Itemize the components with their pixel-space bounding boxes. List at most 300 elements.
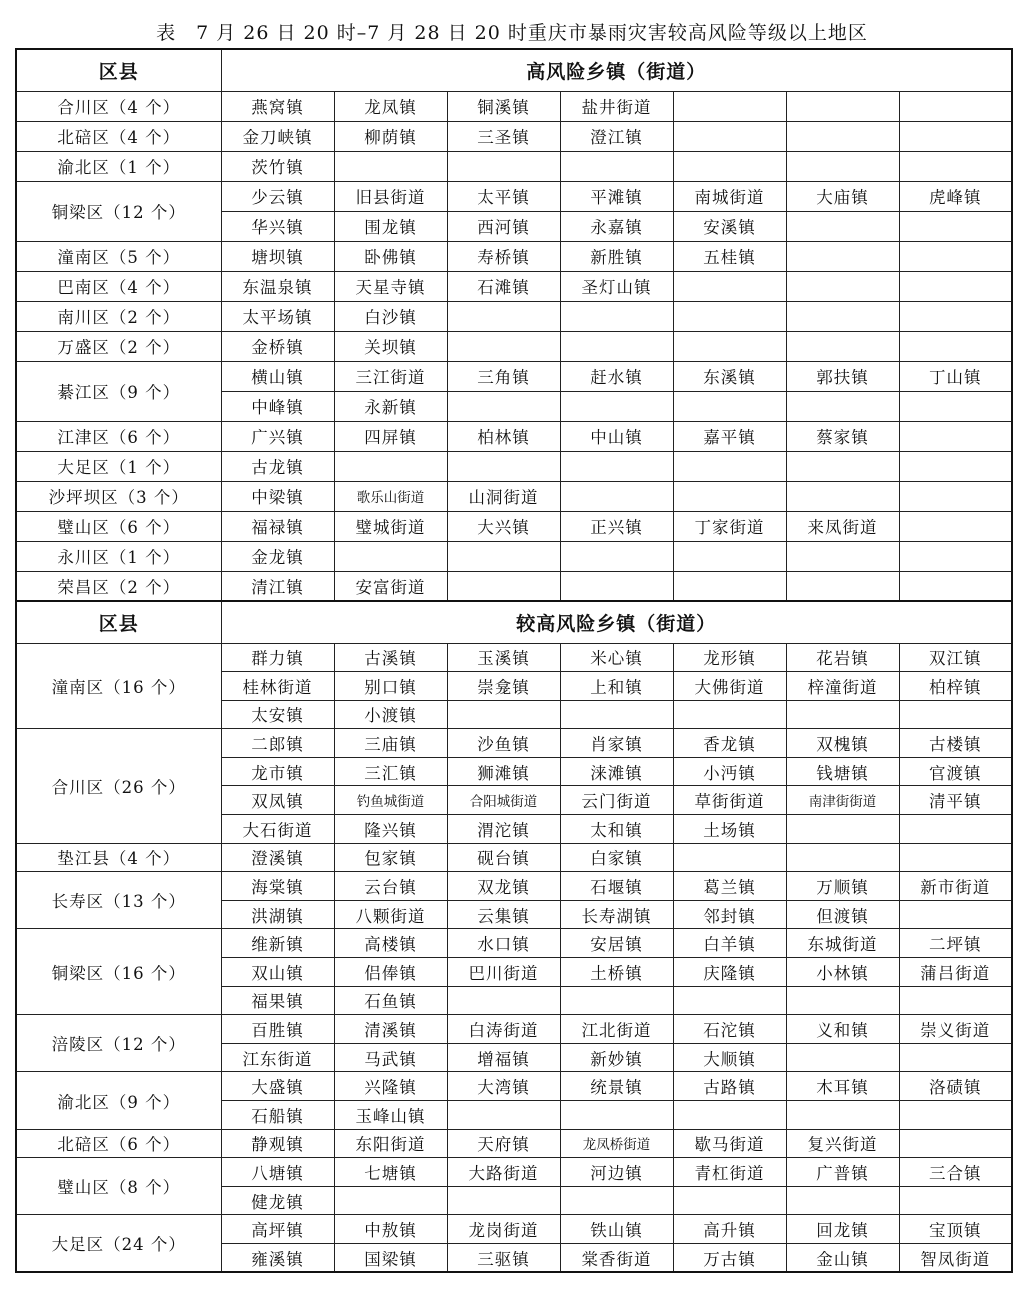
town-cell: 土场镇 xyxy=(673,815,786,844)
empty-cell xyxy=(899,301,1012,331)
town-cell: 蒲吕街道 xyxy=(899,958,1012,987)
town-cell: 棠香街道 xyxy=(560,1243,673,1272)
empty-cell xyxy=(673,121,786,151)
district-header: 区县 xyxy=(16,49,221,91)
empty-cell xyxy=(786,451,899,481)
town-cell: 玉峰山镇 xyxy=(334,1101,447,1130)
empty-cell xyxy=(786,700,899,729)
table-row xyxy=(16,541,1012,571)
town-cell: 璧城街道 xyxy=(334,511,447,541)
town-cell: 古龙镇 xyxy=(221,451,334,481)
table-row xyxy=(16,511,1012,541)
town-cell: 河边镇 xyxy=(560,1158,673,1187)
empty-cell xyxy=(786,1186,899,1215)
table-row xyxy=(16,181,1012,211)
town-cell: 万顺镇 xyxy=(786,872,899,901)
town-cell: 福禄镇 xyxy=(221,511,334,541)
empty-cell xyxy=(447,986,560,1015)
town-cell: 香龙镇 xyxy=(673,729,786,758)
town-cell: 三合镇 xyxy=(899,1158,1012,1187)
table-row xyxy=(16,571,1012,601)
empty-cell xyxy=(786,301,899,331)
empty-cell xyxy=(447,151,560,181)
empty-cell xyxy=(786,331,899,361)
empty-cell xyxy=(899,815,1012,844)
town-cell: 水口镇 xyxy=(447,929,560,958)
town-cell: 包家镇 xyxy=(334,843,447,872)
empty-cell xyxy=(673,91,786,121)
empty-cell xyxy=(673,843,786,872)
town-cell: 巴川街道 xyxy=(447,958,560,987)
empty-cell xyxy=(899,843,1012,872)
empty-cell xyxy=(899,541,1012,571)
district-cell: 长寿区（13 个） xyxy=(16,872,221,929)
town-cell: 白涛街道 xyxy=(447,1015,560,1044)
town-cell: 江北街道 xyxy=(560,1015,673,1044)
town-cell: 邻封镇 xyxy=(673,900,786,929)
town-cell: 龙市镇 xyxy=(221,757,334,786)
district-cell: 万盛区（2 个） xyxy=(16,331,221,361)
town-cell: 澄溪镇 xyxy=(221,843,334,872)
town-cell: 回龙镇 xyxy=(786,1215,899,1244)
district-cell: 潼南区（16 个） xyxy=(16,643,221,729)
town-cell: 新市街道 xyxy=(899,872,1012,901)
town-cell: 国梁镇 xyxy=(334,1243,447,1272)
table-row xyxy=(16,481,1012,511)
empty-cell xyxy=(560,391,673,421)
town-cell: 横山镇 xyxy=(221,361,334,391)
district-cell: 璧山区（8 个） xyxy=(16,1158,221,1215)
town-cell: 长寿湖镇 xyxy=(560,900,673,929)
town-cell: 涞滩镇 xyxy=(560,757,673,786)
town-cell: 西河镇 xyxy=(447,211,560,241)
town-cell: 中山镇 xyxy=(560,421,673,451)
town-cell: 清溪镇 xyxy=(334,1015,447,1044)
empty-cell xyxy=(447,700,560,729)
empty-cell xyxy=(786,815,899,844)
empty-cell xyxy=(673,541,786,571)
town-cell: 统景镇 xyxy=(560,1072,673,1101)
empty-cell xyxy=(447,451,560,481)
empty-cell xyxy=(899,421,1012,451)
town-cell: 正兴镇 xyxy=(560,511,673,541)
table-row xyxy=(16,1129,1012,1158)
town-cell: 金桥镇 xyxy=(221,331,334,361)
town-cell: 增福镇 xyxy=(447,1043,560,1072)
table-row xyxy=(16,121,1012,151)
town-cell: 福果镇 xyxy=(221,986,334,1015)
district-cell: 巴南区（4 个） xyxy=(16,271,221,301)
table-row xyxy=(16,929,1012,958)
town-cell: 太和镇 xyxy=(560,815,673,844)
town-cell: 三汇镇 xyxy=(334,757,447,786)
risk-table xyxy=(15,48,1013,1273)
town-cell: 葛兰镇 xyxy=(673,872,786,901)
empty-cell xyxy=(899,1043,1012,1072)
empty-cell xyxy=(899,1129,1012,1158)
town-cell: 静观镇 xyxy=(221,1129,334,1158)
town-cell: 别口镇 xyxy=(334,672,447,701)
town-cell: 梓潼街道 xyxy=(786,672,899,701)
town-cell: 柏林镇 xyxy=(447,421,560,451)
empty-cell xyxy=(334,1186,447,1215)
empty-cell xyxy=(673,391,786,421)
town-cell: 来凤街道 xyxy=(786,511,899,541)
empty-cell xyxy=(673,700,786,729)
town-cell: 高升镇 xyxy=(673,1215,786,1244)
town-cell: 二坪镇 xyxy=(899,929,1012,958)
town-cell: 双槐镇 xyxy=(786,729,899,758)
district-cell: 荣昌区（2 个） xyxy=(16,571,221,601)
empty-cell xyxy=(899,241,1012,271)
town-cell: 云集镇 xyxy=(447,900,560,929)
table-row xyxy=(16,643,1012,672)
empty-cell xyxy=(786,241,899,271)
table-row xyxy=(16,1158,1012,1187)
empty-cell xyxy=(899,211,1012,241)
town-cell: 太平镇 xyxy=(447,181,560,211)
town-cell: 少云镇 xyxy=(221,181,334,211)
town-cell: 宝顶镇 xyxy=(899,1215,1012,1244)
town-cell: 雍溪镇 xyxy=(221,1243,334,1272)
town-cell: 石鱼镇 xyxy=(334,986,447,1015)
town-cell: 歌乐山街道 xyxy=(334,481,447,511)
table-row xyxy=(16,151,1012,181)
empty-cell xyxy=(447,1101,560,1130)
town-cell: 云门街道 xyxy=(560,786,673,815)
town-cell: 东城街道 xyxy=(786,929,899,958)
town-cell: 玉溪镇 xyxy=(447,643,560,672)
district-cell: 潼南区（5 个） xyxy=(16,241,221,271)
table-row xyxy=(16,451,1012,481)
town-cell: 华兴镇 xyxy=(221,211,334,241)
town-cell: 五桂镇 xyxy=(673,241,786,271)
towns-header: 较高风险乡镇（街道） xyxy=(221,601,1012,643)
town-cell: 健龙镇 xyxy=(221,1186,334,1215)
town-cell: 隆兴镇 xyxy=(334,815,447,844)
town-cell: 洛碛镇 xyxy=(899,1072,1012,1101)
table-row xyxy=(16,872,1012,901)
empty-cell xyxy=(899,511,1012,541)
empty-cell xyxy=(786,151,899,181)
town-cell: 嘉平镇 xyxy=(673,421,786,451)
town-cell: 渭沱镇 xyxy=(447,815,560,844)
town-cell: 中敖镇 xyxy=(334,1215,447,1244)
town-cell: 柳荫镇 xyxy=(334,121,447,151)
town-cell: 旧县街道 xyxy=(334,181,447,211)
town-cell: 四屏镇 xyxy=(334,421,447,451)
town-cell: 义和镇 xyxy=(786,1015,899,1044)
town-cell: 崇义街道 xyxy=(899,1015,1012,1044)
table-row xyxy=(16,1015,1012,1044)
empty-cell xyxy=(786,211,899,241)
town-cell: 砚台镇 xyxy=(447,843,560,872)
town-cell: 三角镇 xyxy=(447,361,560,391)
town-cell: 丁山镇 xyxy=(899,361,1012,391)
table-row xyxy=(16,301,1012,331)
town-cell: 永新镇 xyxy=(334,391,447,421)
empty-cell xyxy=(786,1101,899,1130)
document-title: 表 7 月 26 日 20 时–7 月 28 日 20 时重庆市暴雨灾害较高风险等级以上地区 xyxy=(156,22,868,44)
town-cell: 金山镇 xyxy=(786,1243,899,1272)
town-cell: 草街街道 xyxy=(673,786,786,815)
table-row xyxy=(16,331,1012,361)
empty-cell xyxy=(560,541,673,571)
town-cell: 古路镇 xyxy=(673,1072,786,1101)
empty-cell xyxy=(334,151,447,181)
town-cell: 木耳镇 xyxy=(786,1072,899,1101)
town-cell: 关坝镇 xyxy=(334,331,447,361)
town-cell: 石滩镇 xyxy=(447,271,560,301)
town-cell: 桂林街道 xyxy=(221,672,334,701)
town-cell: 东温泉镇 xyxy=(221,271,334,301)
empty-cell xyxy=(673,271,786,301)
district-cell: 铜梁区（16 个） xyxy=(16,929,221,1015)
town-cell: 大兴镇 xyxy=(447,511,560,541)
towns-header: 高风险乡镇（街道） xyxy=(221,49,1012,91)
empty-cell xyxy=(899,700,1012,729)
empty-cell xyxy=(899,151,1012,181)
town-cell: 清江镇 xyxy=(221,571,334,601)
district-cell: 大足区（24 个） xyxy=(16,1215,221,1272)
empty-cell xyxy=(786,91,899,121)
town-cell: 中峰镇 xyxy=(221,391,334,421)
empty-cell xyxy=(899,1186,1012,1215)
district-cell: 南川区（2 个） xyxy=(16,301,221,331)
town-cell: 小林镇 xyxy=(786,958,899,987)
empty-cell xyxy=(447,1186,560,1215)
table-row xyxy=(16,271,1012,301)
town-cell: 马武镇 xyxy=(334,1043,447,1072)
empty-cell xyxy=(786,986,899,1015)
empty-cell xyxy=(560,451,673,481)
town-cell: 崇龛镇 xyxy=(447,672,560,701)
town-cell: 石船镇 xyxy=(221,1101,334,1130)
town-cell: 大庙镇 xyxy=(786,181,899,211)
town-cell: 大湾镇 xyxy=(447,1072,560,1101)
town-cell: 双山镇 xyxy=(221,958,334,987)
town-cell: 三圣镇 xyxy=(447,121,560,151)
town-cell: 石堰镇 xyxy=(560,872,673,901)
district-cell: 綦江区（9 个） xyxy=(16,361,221,421)
district-cell: 江津区（6 个） xyxy=(16,421,221,451)
empty-cell xyxy=(673,986,786,1015)
town-cell: 洪湖镇 xyxy=(221,900,334,929)
town-cell: 围龙镇 xyxy=(334,211,447,241)
town-cell: 花岩镇 xyxy=(786,643,899,672)
empty-cell xyxy=(899,91,1012,121)
empty-cell xyxy=(899,331,1012,361)
empty-cell xyxy=(786,121,899,151)
empty-cell xyxy=(899,1101,1012,1130)
town-cell: 塘坝镇 xyxy=(221,241,334,271)
town-cell: 百胜镇 xyxy=(221,1015,334,1044)
town-cell: 土桥镇 xyxy=(560,958,673,987)
town-cell: 青杠街道 xyxy=(673,1158,786,1187)
town-cell: 白家镇 xyxy=(560,843,673,872)
empty-cell xyxy=(673,1186,786,1215)
town-cell: 白羊镇 xyxy=(673,929,786,958)
town-cell: 金刀峡镇 xyxy=(221,121,334,151)
empty-cell xyxy=(673,331,786,361)
empty-cell xyxy=(899,986,1012,1015)
town-cell: 官渡镇 xyxy=(899,757,1012,786)
town-cell: 歇马街道 xyxy=(673,1129,786,1158)
town-cell: 小渡镇 xyxy=(334,700,447,729)
town-cell: 狮滩镇 xyxy=(447,757,560,786)
empty-cell xyxy=(673,451,786,481)
town-cell: 古楼镇 xyxy=(899,729,1012,758)
town-cell: 大路街道 xyxy=(447,1158,560,1187)
town-cell: 智凤街道 xyxy=(899,1243,1012,1272)
table-row xyxy=(16,421,1012,451)
district-cell: 大足区（1 个） xyxy=(16,451,221,481)
town-cell: 赶水镇 xyxy=(560,361,673,391)
town-cell: 石沱镇 xyxy=(673,1015,786,1044)
town-cell: 盐井街道 xyxy=(560,91,673,121)
district-cell: 合川区（4 个） xyxy=(16,91,221,121)
town-cell: 三江街道 xyxy=(334,361,447,391)
empty-cell xyxy=(786,1043,899,1072)
empty-cell xyxy=(673,301,786,331)
town-cell: 中梁镇 xyxy=(221,481,334,511)
town-cell: 清平镇 xyxy=(899,786,1012,815)
district-cell: 沙坪坝区（3 个） xyxy=(16,481,221,511)
empty-cell xyxy=(560,301,673,331)
district-cell: 渝北区（9 个） xyxy=(16,1072,221,1129)
empty-cell xyxy=(786,571,899,601)
empty-cell xyxy=(560,700,673,729)
district-cell: 北碚区（4 个） xyxy=(16,121,221,151)
empty-cell xyxy=(899,900,1012,929)
empty-cell xyxy=(447,331,560,361)
town-cell: 但渡镇 xyxy=(786,900,899,929)
empty-cell xyxy=(899,121,1012,151)
town-cell: 钱塘镇 xyxy=(786,757,899,786)
town-cell: 山洞街道 xyxy=(447,481,560,511)
town-cell: 侣俸镇 xyxy=(334,958,447,987)
town-cell: 群力镇 xyxy=(221,643,334,672)
empty-cell xyxy=(560,571,673,601)
town-cell: 龙凤桥街道 xyxy=(560,1129,673,1158)
table-row xyxy=(16,843,1012,872)
empty-cell xyxy=(786,271,899,301)
district-cell: 渝北区（1 个） xyxy=(16,151,221,181)
town-cell: 钓鱼城街道 xyxy=(334,786,447,815)
town-cell: 沙鱼镇 xyxy=(447,729,560,758)
town-cell: 大佛街道 xyxy=(673,672,786,701)
town-cell: 安居镇 xyxy=(560,929,673,958)
town-cell: 东溪镇 xyxy=(673,361,786,391)
town-cell: 丁家街道 xyxy=(673,511,786,541)
town-cell: 龙岗街道 xyxy=(447,1215,560,1244)
empty-cell xyxy=(447,541,560,571)
town-cell: 白沙镇 xyxy=(334,301,447,331)
town-cell: 大盛镇 xyxy=(221,1072,334,1101)
empty-cell xyxy=(560,1101,673,1130)
town-cell: 安溪镇 xyxy=(673,211,786,241)
town-cell: 龙形镇 xyxy=(673,643,786,672)
district-cell: 永川区（1 个） xyxy=(16,541,221,571)
empty-cell xyxy=(447,571,560,601)
table-row xyxy=(16,241,1012,271)
empty-cell xyxy=(334,451,447,481)
town-cell: 天府镇 xyxy=(447,1129,560,1158)
town-cell: 广普镇 xyxy=(786,1158,899,1187)
town-cell: 维新镇 xyxy=(221,929,334,958)
empty-cell xyxy=(560,331,673,361)
town-cell: 圣灯山镇 xyxy=(560,271,673,301)
town-cell: 铁山镇 xyxy=(560,1215,673,1244)
town-cell: 高坪镇 xyxy=(221,1215,334,1244)
town-cell: 海棠镇 xyxy=(221,872,334,901)
town-cell: 郭扶镇 xyxy=(786,361,899,391)
town-cell: 兴隆镇 xyxy=(334,1072,447,1101)
town-cell: 上和镇 xyxy=(560,672,673,701)
town-cell: 虎峰镇 xyxy=(899,181,1012,211)
town-cell: 三庙镇 xyxy=(334,729,447,758)
town-cell: 庆隆镇 xyxy=(673,958,786,987)
empty-cell xyxy=(560,986,673,1015)
town-cell: 南城街道 xyxy=(673,181,786,211)
town-cell: 云台镇 xyxy=(334,872,447,901)
town-cell: 天星寺镇 xyxy=(334,271,447,301)
town-cell: 大石街道 xyxy=(221,815,334,844)
town-cell: 合阳城街道 xyxy=(447,786,560,815)
district-cell: 合川区（26 个） xyxy=(16,729,221,843)
empty-cell xyxy=(560,481,673,511)
empty-cell xyxy=(899,271,1012,301)
empty-cell xyxy=(786,843,899,872)
town-cell: 永嘉镇 xyxy=(560,211,673,241)
town-cell: 小沔镇 xyxy=(673,757,786,786)
empty-cell xyxy=(673,151,786,181)
town-cell: 高楼镇 xyxy=(334,929,447,958)
town-cell: 南津街街道 xyxy=(786,786,899,815)
town-cell: 三驱镇 xyxy=(447,1243,560,1272)
district-header: 区县 xyxy=(16,601,221,643)
town-cell: 铜溪镇 xyxy=(447,91,560,121)
empty-cell xyxy=(334,541,447,571)
town-cell: 肖家镇 xyxy=(560,729,673,758)
town-cell: 大顺镇 xyxy=(673,1043,786,1072)
empty-cell xyxy=(786,541,899,571)
town-cell: 东阳街道 xyxy=(334,1129,447,1158)
district-cell: 璧山区（6 个） xyxy=(16,511,221,541)
town-cell: 平滩镇 xyxy=(560,181,673,211)
empty-cell xyxy=(560,1186,673,1215)
town-cell: 二郎镇 xyxy=(221,729,334,758)
town-cell: 万古镇 xyxy=(673,1243,786,1272)
town-cell: 卧佛镇 xyxy=(334,241,447,271)
empty-cell xyxy=(899,451,1012,481)
empty-cell xyxy=(899,571,1012,601)
district-cell: 北碚区（6 个） xyxy=(16,1129,221,1158)
town-cell: 双江镇 xyxy=(899,643,1012,672)
town-cell: 金龙镇 xyxy=(221,541,334,571)
table-row xyxy=(16,729,1012,758)
empty-cell xyxy=(786,481,899,511)
town-cell: 新妙镇 xyxy=(560,1043,673,1072)
town-cell: 新胜镇 xyxy=(560,241,673,271)
empty-cell xyxy=(786,391,899,421)
town-cell: 古溪镇 xyxy=(334,643,447,672)
empty-cell xyxy=(447,301,560,331)
town-cell: 太平场镇 xyxy=(221,301,334,331)
town-cell: 澄江镇 xyxy=(560,121,673,151)
town-cell: 双龙镇 xyxy=(447,872,560,901)
empty-cell xyxy=(673,571,786,601)
